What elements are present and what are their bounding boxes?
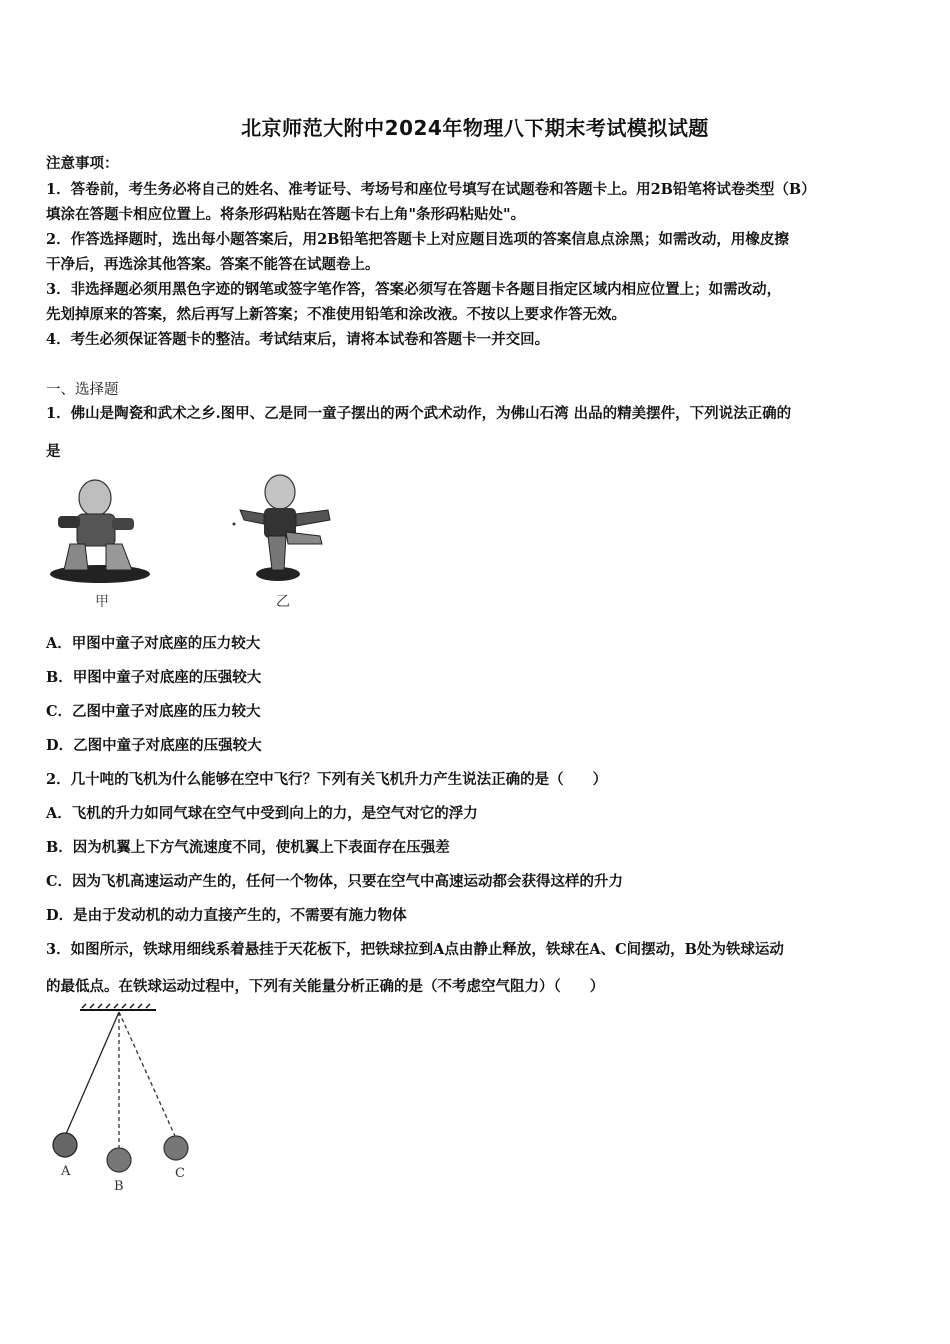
page-title: 北京师范大附中2024年物理八下期末考试模拟试题 [241, 116, 709, 140]
notice-line: 填涂在答题卡相应位置上。将条形码粘贴在答题卡右上角"条形码粘贴处"。 [46, 206, 526, 223]
label-a: A [61, 1164, 71, 1179]
ceiling-hatch [80, 1004, 156, 1010]
q3-pendulum-figure [44, 1000, 204, 1195]
section-heading: 一、选择题 [46, 382, 119, 398]
q2-option-c: C．因为飞机高速运动产生的，任何一个物体，只要在空气中高速运动都会获得这样的升力 [46, 873, 624, 890]
q3-stem: 3．如图所示，铁球用细线系着悬挂于天花板下，把铁球拉到A点由静止释放，铁球在A、C间摆动，B处为铁球运动 [46, 941, 784, 958]
notice-line: 干净后，再选涂其他答案。答案不能答在试题卷上。 [46, 256, 380, 273]
notice-line: 3．非选择题必须用黑色字迹的钢笔或签字笔作答，答案必须写在答题卡各题目指定区域内相应位置上；如需改动， [46, 281, 782, 298]
notice-line: 2．作答选择题时，选出每小题答案后，用2B铅笔把答题卡上对应题目选项的答案信息点涂黑；如需改动，用橡皮擦 [46, 231, 789, 248]
notice-line: 先划掉原来的答案，然后再写上新答案；不准使用铅笔和涂改液。不按以上要求作答无效。 [46, 306, 626, 323]
notice-heading: 注意事项： [46, 155, 119, 172]
q1-stem-cont: 是 [46, 443, 61, 460]
string-to-a [66, 1012, 119, 1134]
q2-option-a: A．飞机的升力如同气球在空气中受到向上的力，是空气对它的浮力 [46, 805, 478, 822]
q2-option-b: B．因为机翼上下方气流速度不同，使机翼上下表面存在压强差 [46, 839, 450, 856]
q3-stem-cont: 的最低点。在铁球运动过程中，下列有关能量分析正确的是（不考虑空气阻力）（ ） [46, 978, 605, 995]
statue-jia-image [50, 480, 150, 583]
string-to-c [119, 1012, 175, 1136]
label-c: C [175, 1166, 185, 1181]
fig-label-yi: 乙 [276, 594, 290, 610]
q2-stem: 2．几十吨的飞机为什么能够在空中飞行？下列有关飞机升力产生说法正确的是（ ） [46, 771, 608, 788]
notice-line: 1．答卷前，考生务必将自己的姓名、准考证号、考场号和座位号填写在试题卷和答题卡上。用2B铅笔将试卷类型（B） [46, 181, 816, 198]
ball-a [53, 1133, 77, 1157]
q1-option-b: B．甲图中童子对底座的压强较大 [46, 669, 262, 686]
fig-label-jia: 甲 [95, 594, 109, 610]
ball-c [164, 1136, 188, 1160]
q1-option-c: C．乙图中童子对底座的压力较大 [46, 703, 261, 720]
notice-line: 4．考生必须保证答题卡的整洁。考试结束后，请将本试卷和答题卡一并交回。 [46, 331, 550, 348]
label-b: B [114, 1179, 124, 1194]
q1-option-d: D．乙图中童子对底座的压强较大 [46, 737, 262, 754]
statue-yi-image [233, 475, 331, 581]
ball-b [107, 1148, 131, 1172]
q1-option-a: A．甲图中童子对底座的压力较大 [46, 635, 261, 652]
q1-stem: 1．佛山是陶瓷和武术之乡.图甲、乙是同一童子摆出的两个武术动作，为佛山石湾 出品的精美摆件，下列说法正确的 [46, 405, 792, 422]
q1-figure [40, 470, 350, 615]
q2-option-d: D．是由于发动机的动力直接产生的，不需要有施力物体 [46, 907, 407, 924]
